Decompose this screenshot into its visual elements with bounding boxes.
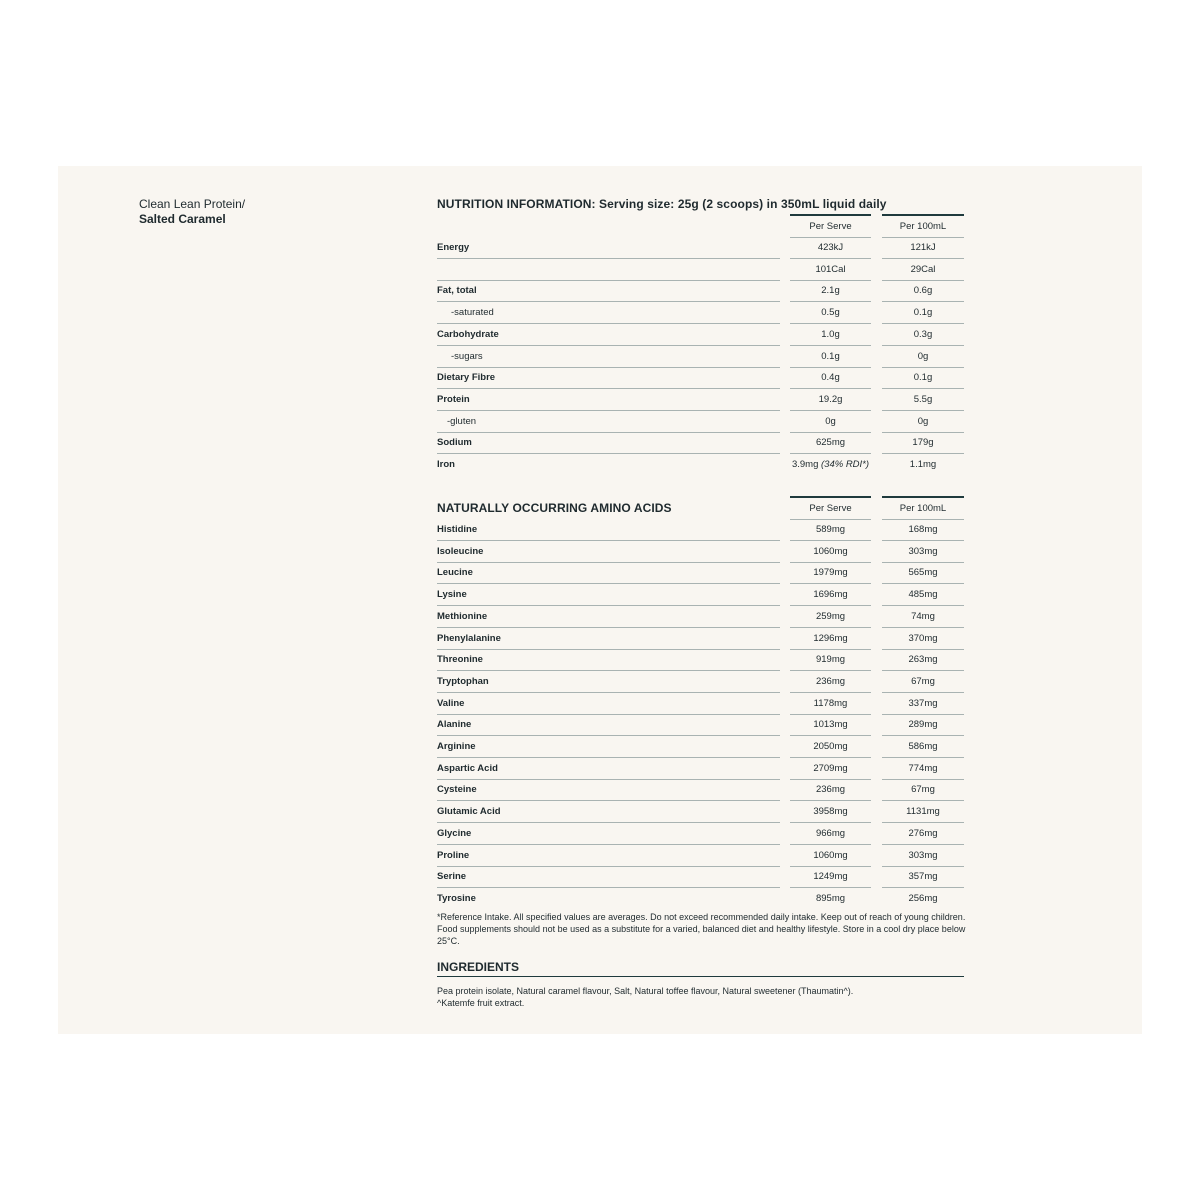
per-serve-value: 0.5g [790,302,871,324]
nutrition-title: NUTRITION INFORMATION: Serving size: 25g (2 scoops) in 350mL liquid daily [437,197,887,211]
per-100ml-value: 263mg [882,649,964,671]
row-label: Methionine [437,606,780,628]
per-100ml-value: 289mg [882,714,964,736]
per-serve-value: 101Cal [790,259,871,281]
table-row [437,801,964,823]
table-row [437,823,964,845]
row-label: Lysine [437,584,780,606]
per-100ml-value: 0.3g [882,324,964,346]
per-100ml-value: 168mg [882,519,964,541]
per-100ml-value: 303mg [882,845,964,867]
product-flavour: Salted Caramel [139,212,226,226]
per-serve-value: 919mg [790,649,871,671]
row-label: Arginine [437,736,780,758]
per-100ml-value: 565mg [882,562,964,584]
ingredients-footnote: ^Katemfe fruit extract. [437,998,525,1008]
row-label: Threonine [437,649,780,671]
row-label: Valine [437,693,780,715]
per-100ml-value: 0.1g [882,367,964,389]
rdi-note: (34% RDI*) [821,459,870,470]
row-label: Energy [437,237,780,259]
table-row [437,888,964,910]
table-row [437,367,964,389]
nutrition-col-per-serve: Per Serve [790,214,871,238]
per-serve-value: 1696mg [790,584,871,606]
table-row [437,346,964,368]
table-row [437,389,964,411]
per-100ml-value: 337mg [882,693,964,715]
per-serve-value: 423kJ [790,237,871,259]
row-label: Isoleucine [437,541,780,563]
table-row [437,866,964,888]
table-row [437,736,964,758]
per-serve-value: 19.2g [790,389,871,411]
table-row [437,584,964,606]
nutrition-col-per-100ml: Per 100mL [882,214,964,238]
row-label: Fat, total [437,280,780,302]
per-serve-value: 1060mg [790,845,871,867]
ingredients-text [437,985,967,1009]
per-serve-value: 1.0g [790,324,871,346]
per-100ml-value: 0.6g [882,280,964,302]
table-row [437,411,964,433]
table-row [437,845,964,867]
per-serve-value: 625mg [790,432,871,454]
per-serve-value: 895mg [815,892,846,904]
per-serve-value: 3958mg [790,801,871,823]
per-100ml-value: 1131mg [882,801,964,823]
per-serve-value: 2.1g [790,280,871,302]
table-row [437,758,964,780]
per-100ml-value: 276mg [882,823,964,845]
ingredients-title: INGREDIENTS [437,960,964,977]
table-row [437,628,964,650]
row-label: Leucine [437,562,780,584]
per-serve-value: 2050mg [790,736,871,758]
per-100ml-value: 256mg [908,892,938,904]
row-label: -sugars [437,346,780,368]
row-label: Iron [437,459,455,470]
row-label: Phenylalanine [437,628,780,650]
row-label: -saturated [437,302,780,324]
per-100ml-value: 357mg [882,866,964,888]
row-label: Glutamic Acid [437,801,780,823]
amino-col-per-100ml: Per 100mL [882,496,964,520]
per-100ml-value: 5.5g [882,389,964,411]
row-label: Proline [437,845,780,867]
per-serve-value: 1013mg [790,714,871,736]
table-row [437,519,964,541]
row-label: Tyrosine [437,892,476,904]
table-row [437,779,964,801]
row-label: Histidine [437,519,780,541]
amino-title: NATURALLY OCCURRING AMINO ACIDS [437,501,672,515]
row-label: Dietary Fibre [437,367,780,389]
per-100ml-value: 485mg [882,584,964,606]
table-row [437,302,964,324]
footnote: *Reference Intake. All specified values are averages. Do not exceed recommended daily intake. Keep out of reach of young children. Food supplements should not be used as a substitute for a varied, balanced diet and healthy lifestyle. Store in a cool dry place below 25°C. [437,912,966,946]
per-serve-value: 1979mg [790,562,871,584]
table-row [437,693,964,715]
row-label: Protein [437,389,780,411]
per-serve-value: 259mg [790,606,871,628]
table-row [437,259,964,281]
per-serve-value: 236mg [790,779,871,801]
table-row [437,714,964,736]
per-100ml-value: 774mg [882,758,964,780]
per-100ml-value: 74mg [882,606,964,628]
row-label: Serine [437,866,780,888]
table-row [437,237,964,259]
table-row [437,324,964,346]
row-label: Alanine [437,714,780,736]
row-label [437,259,780,281]
table-row [437,606,964,628]
row-label: Cysteine [437,779,780,801]
per-100ml-value: 1.1mg [909,459,937,470]
per-100ml-value: 67mg [882,779,964,801]
row-label: -gluten [437,411,780,433]
row-label: Aspartic Acid [437,758,780,780]
per-serve-value: 2709mg [790,758,871,780]
per-serve-value: 1178mg [790,693,871,715]
per-100ml-value: 179g [882,432,964,454]
ingredients-line: Pea protein isolate, Natural caramel flavour, Salt, Natural toffee flavour, Natural sweetener (Thaumatin^). [437,986,854,996]
row-label: Glycine [437,823,780,845]
per-serve-value: 589mg [790,519,871,541]
per-100ml-value: 67mg [882,671,964,693]
table-row [437,541,964,563]
table-row [437,649,964,671]
per-100ml-value: 29Cal [882,259,964,281]
amino-col-per-serve: Per Serve [790,496,871,520]
per-serve-value: 966mg [790,823,871,845]
per-serve-value: 1296mg [790,628,871,650]
per-100ml-value: 370mg [882,628,964,650]
per-100ml-value: 586mg [882,736,964,758]
per-100ml-value: 0g [882,346,964,368]
table-row [437,562,964,584]
per-serve-value: 236mg [790,671,871,693]
product-name: Clean Lean Protein/ [139,197,246,211]
per-serve-value: 0.1g [790,346,871,368]
per-serve-value: 0g [790,411,871,433]
row-label: Tryptophan [437,671,780,693]
per-serve-value: 1249mg [790,866,871,888]
per-serve-value: 0.4g [790,367,871,389]
table-row [437,454,964,476]
row-label: Sodium [437,432,780,454]
table-row [437,432,964,454]
per-100ml-value: 303mg [882,541,964,563]
per-serve-value: 3.9mg (34% RDI*) [791,459,870,470]
table-row [437,671,964,693]
per-serve-value: 1060mg [790,541,871,563]
row-label: Carbohydrate [437,324,780,346]
product-title [139,197,245,227]
table-row [437,280,964,302]
per-100ml-value: 121kJ [882,237,964,259]
per-100ml-value: 0.1g [882,302,964,324]
per-100ml-value: 0g [882,411,964,433]
